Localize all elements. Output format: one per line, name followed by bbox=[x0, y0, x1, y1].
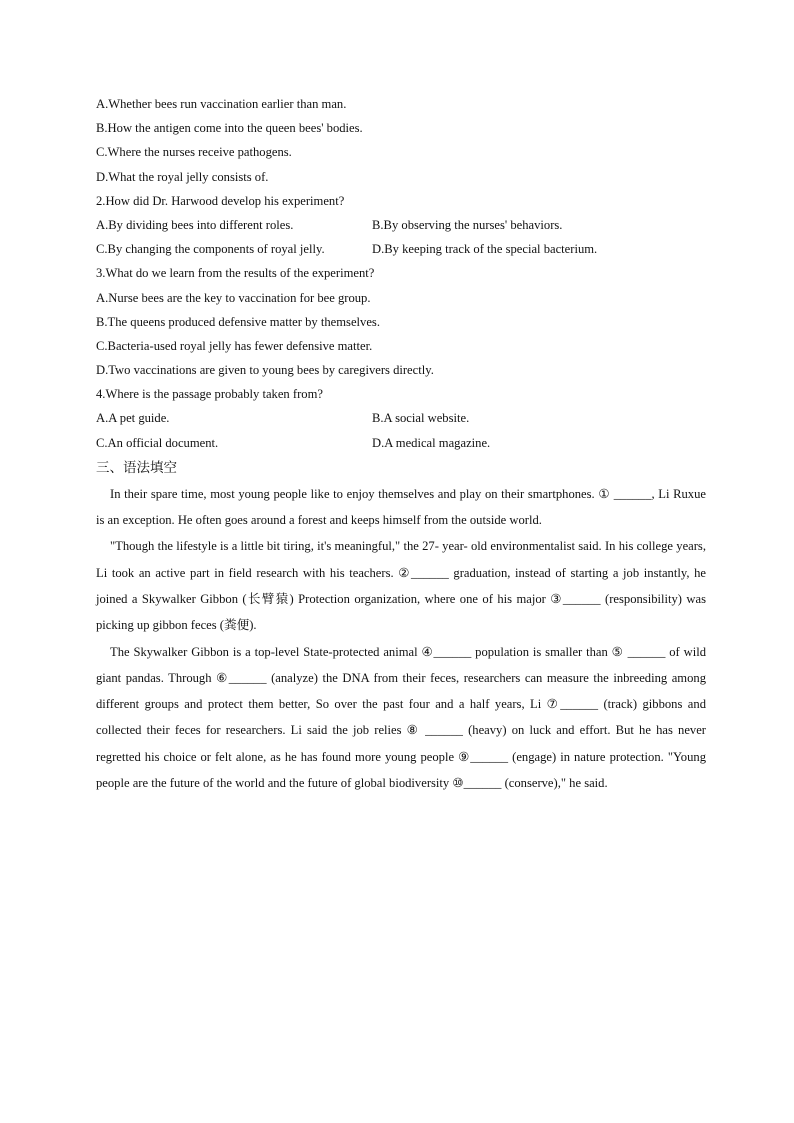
q4-option-c: C.An official document. bbox=[96, 435, 219, 450]
q3-option-c: C.Bacteria-used royal jelly has fewer defensive matter. bbox=[96, 338, 373, 353]
q4-stem: 4.Where is the passage probably taken from? bbox=[96, 387, 323, 402]
section-heading: 三、语法填空 bbox=[96, 459, 177, 476]
q2-stem: 2.How did Dr. Harwood develop his experiment? bbox=[96, 193, 345, 208]
q4-option-d: D.A medical magazine. bbox=[372, 435, 491, 450]
q2-options-row-1 bbox=[96, 213, 706, 237]
q1-option-a: A.Whether bees run vaccination earlier than man. bbox=[96, 97, 347, 111]
q2-options-row-2 bbox=[96, 237, 706, 261]
q3-option-b: B.The queens produced defensive matter by themselves. bbox=[96, 314, 380, 329]
q4-option-a: A.A pet guide. bbox=[96, 411, 170, 426]
passage-paragraph-1: In their spare time, most young people like to enjoy themselves and play on their smartphones. ① ______, Li Ruxue is an exception. He often goes around a forest and keeps himself from the outside world. bbox=[96, 486, 706, 528]
q1-option-c: C.Where the nurses receive pathogens. bbox=[96, 145, 292, 160]
grammar-passage bbox=[96, 481, 706, 797]
q2-option-a: A.By dividing bees into different roles. bbox=[96, 217, 294, 232]
q4-options-row-1 bbox=[96, 406, 706, 430]
q3-option-a: A.Nurse bees are the key to vaccination for bee group. bbox=[96, 290, 371, 305]
q2-option-d: D.By keeping track of the special bacterium. bbox=[372, 242, 598, 257]
q3-stem: 3.What do we learn from the results of the experiment? bbox=[96, 266, 375, 281]
passage-paragraph-3: The Skywalker Gibbon is a top-level State-protected animal ④______ population is smaller than ⑤ ______ of wild giant pandas. Through ⑥______ (analyze) the DNA from their feces, researchers can measure the inbreeding among different groups and protect them better, So over the past four and a half years, Li ⑦______ (track) gibbons and collected their feces for researchers. Li said the job relies ⑧ ______ (heavy) on luck and effort. But he has never regretted his choice or felt alone, as he has found more young people ⑨______ (engage) in nature protection. "Young people are the future of the world and the future of global biodiversity ⑩______ (conserve)," he said. bbox=[96, 644, 706, 791]
q4-options-row-2 bbox=[96, 431, 706, 455]
q4-option-b: B.A social website. bbox=[372, 411, 470, 426]
q2-option-c: C.By changing the components of royal jelly. bbox=[96, 242, 325, 257]
q2-option-b: B.By observing the nurses' behaviors. bbox=[372, 217, 563, 232]
q3-option-d: D.Two vaccinations are given to young bees by caregivers directly. bbox=[96, 363, 434, 378]
passage-paragraph-2: "Though the lifestyle is a little bit tiring, it's meaningful," the 27- year- old environmentalist said. In his college years, Li took an active part in field research with his teachers. ②______ graduation, instead of starting a job instantly, he joined a Skywalker Gibbon (长臂猿) Protection organization, where one of his major ③______ (responsibility) was picking up gibbon feces (粪便). bbox=[96, 539, 706, 633]
q1-option-d: D.What the royal jelly consists of. bbox=[96, 169, 269, 184]
document-page bbox=[96, 92, 706, 796]
q1-option-b: B.How the antigen come into the queen bees' bodies. bbox=[96, 121, 363, 136]
